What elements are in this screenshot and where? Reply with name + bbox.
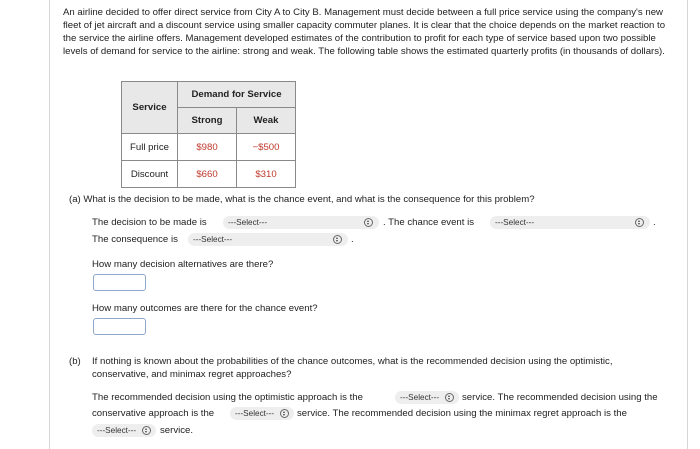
chance-prefix: . The chance event is	[383, 217, 475, 228]
row-label-discount: Discount	[122, 161, 178, 188]
conservative-prefix: conservative approach is the	[92, 408, 215, 419]
discount-weak: $310	[237, 161, 296, 188]
period: .	[351, 234, 354, 245]
outcomes-input[interactable]	[93, 318, 146, 335]
minimax-select[interactable]	[92, 424, 156, 437]
outcomes-question: How many outcomes are there for the chance event?	[92, 303, 318, 314]
chance-event-select-value: ---Select---	[495, 218, 535, 227]
service-end-text: service.	[160, 425, 194, 436]
full-price-strong: $980	[178, 134, 237, 161]
minimax-select-value: ---Select---	[97, 426, 137, 435]
select-caret-icon	[142, 426, 151, 435]
optimistic-prefix: The recommended decision using the optimistic approach is the	[92, 392, 363, 403]
demand-header: Demand for Service	[178, 82, 296, 108]
row-label-full-price: Full price	[122, 134, 178, 161]
service-header: Service	[122, 82, 178, 134]
select-caret-icon	[635, 218, 644, 227]
decision-select-value: ---Select---	[228, 218, 268, 227]
optimistic-select[interactable]	[395, 391, 459, 404]
problem-intro: An airline decided to offer direct service from City A to City B. Management must decide between a full price service using the company's new fleet of jet aircraft and a discount service using smaller capacity commuter planes. It is clear that the choice depends on the market reaction to the service the airline offers. Management developed estimates of the contribution to profit for each type of service based upon two possible levels of demand for service to the airline: strong and weak. The following table shows the estimated quarterly profits (in thousands of dollars).	[63, 7, 666, 58]
part-b-label: (b)	[69, 356, 81, 367]
discount-strong: $660	[178, 161, 237, 188]
part-a-question: (a) What is the decision to be made, what is the chance event, and what is the consequence for this problem?	[69, 194, 535, 205]
period: .	[653, 217, 656, 228]
select-caret-icon	[364, 218, 373, 227]
conservative-select-value: ---Select---	[235, 409, 275, 418]
decision-select[interactable]	[223, 216, 379, 229]
minimax-text: service. The recommended decision using the minimax regret approach is the	[297, 408, 627, 419]
full-price-weak: −$500	[237, 134, 296, 161]
part-b-question-line1: If nothing is known about the probabilities of the chance outcomes, what is the recommended decision using the optimistic,	[92, 356, 613, 367]
weak-header: Weak	[237, 108, 296, 134]
select-caret-icon	[333, 235, 342, 244]
alternatives-question: How many decision alternatives are there?	[92, 259, 274, 270]
conservative-select[interactable]	[230, 407, 294, 420]
consequence-prefix: The consequence is	[92, 234, 178, 245]
select-caret-icon	[280, 409, 289, 418]
optimistic-select-value: ---Select---	[400, 393, 440, 402]
consequence-select[interactable]	[188, 233, 348, 246]
strong-header: Strong	[178, 108, 237, 134]
alternatives-input[interactable]	[93, 274, 146, 291]
profit-table	[121, 81, 296, 188]
service-mid-text: service. The recommended decision using the	[462, 392, 658, 403]
chance-event-select[interactable]	[490, 216, 650, 229]
part-b-question-line2: conservative, and minimax regret approaches?	[92, 369, 292, 380]
consequence-select-value: ---Select---	[193, 235, 233, 244]
select-caret-icon	[445, 393, 454, 402]
decision-prefix: The decision to be made is	[92, 217, 207, 228]
